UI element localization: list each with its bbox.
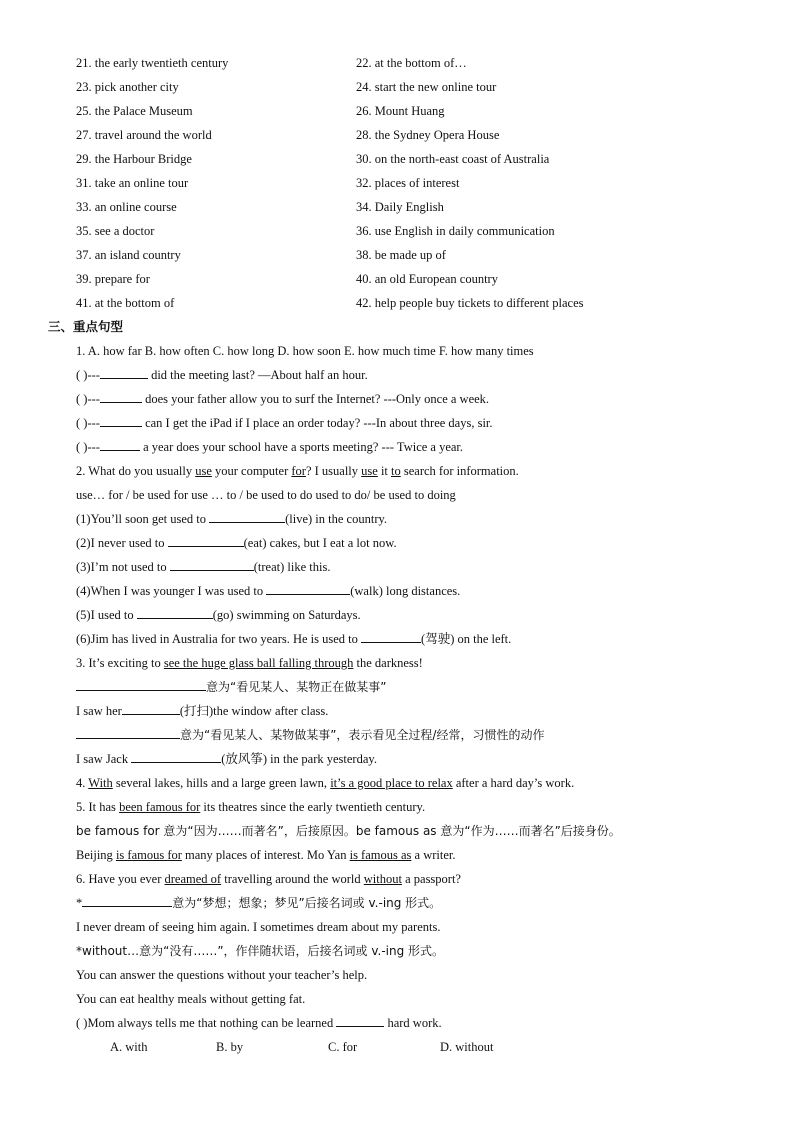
q5-example-underline-2: is famous as [349, 848, 412, 862]
q3-example-2-text: I saw Jack [76, 752, 132, 766]
q2-text-d: it [377, 464, 392, 478]
answer-blank[interactable] [76, 727, 180, 739]
q6-text-c: a passport? [401, 872, 461, 886]
q2-item-1 [76, 511, 387, 527]
q2-item-1-hint: (live) in the country. [285, 512, 388, 526]
phrase-35: 35. see a doctor [76, 224, 155, 238]
phrase-39: 39. prepare for [76, 272, 150, 286]
choice-b[interactable]: B. by [216, 1040, 244, 1054]
q2-item-3-text: (3)I’m not used to [76, 560, 170, 574]
phrase-28: 28. the Sydney Opera House [356, 128, 500, 142]
q4-underline-2: it’s a good place to relax [330, 776, 453, 790]
section-title: 三、重点句型 [48, 319, 124, 334]
phrase-24: 24. start the new online tour [356, 80, 497, 94]
q1-options: 1. A. how far B. how often C. how long D. how soon E. how much time F. how many times [76, 344, 534, 358]
q1-item-1-prefix: ( )--- [76, 368, 100, 382]
answer-blank[interactable] [336, 1015, 384, 1027]
phrase-41: 41. at the bottom of [76, 296, 175, 310]
q5-text-b: its theatres since the early twentieth century. [200, 800, 426, 814]
answer-blank[interactable] [100, 391, 142, 403]
q6-mcq-text-end: hard work. [384, 1016, 442, 1030]
answer-blank[interactable] [82, 895, 172, 907]
phrase-32: 32. places of interest [356, 176, 460, 190]
answer-blank[interactable] [170, 559, 254, 571]
choice-c[interactable]: C. for [328, 1040, 358, 1054]
q3-meaning-2 [76, 727, 544, 743]
q5-example-underline-1: is famous for [115, 848, 182, 862]
phrase-25: 25. the Palace Museum [76, 104, 193, 118]
q1-item-3 [76, 415, 493, 431]
q4-text-c: after a hard day’s work. [452, 776, 575, 790]
phrase-30: 30. on the north-east coast of Australia [356, 152, 550, 166]
q2-item-6-hint: (驾驶) on the left. [421, 632, 512, 646]
q5-sentence [76, 799, 425, 815]
q5-note: be famous for 意为“因为……而著名”，后接原因。be famous as 意为“作为……而著名”后接身份。 [76, 824, 621, 838]
q2-text-c: ? I usually [305, 464, 362, 478]
q6-text-a: 6. Have you ever [76, 872, 165, 886]
answer-blank[interactable] [100, 439, 140, 451]
q1-item-3-prefix: ( )--- [76, 416, 100, 430]
q6-underline-1: dreamed of [164, 872, 222, 886]
q1-item-4-text: a year does your school have a sports meeting? --- Twice a year. [139, 440, 464, 454]
q3-example-1-text: I saw her [76, 704, 122, 718]
q2-item-5-text: (5)I used to [76, 608, 137, 622]
phrase-26: 26. Mount Huang [356, 104, 445, 118]
answer-blank[interactable] [100, 415, 142, 427]
q2-summary: use… for / be used for use … to / be used to do used to do/ be used to doing [76, 488, 456, 502]
q5-text-a: 5. It has [76, 800, 120, 814]
q2-item-4-hint: (walk) long distances. [350, 584, 461, 598]
answer-blank[interactable] [122, 703, 180, 715]
q3-meaning-1 [76, 679, 386, 695]
q4-text-a: 4. [76, 776, 89, 790]
q2-text-b: your computer [211, 464, 292, 478]
phrase-34: 34. Daily English [356, 200, 444, 214]
q2-item-6-text: (6)Jim has lived in Australia for two years. He is used to [76, 632, 362, 646]
q5-example-a: Beijing [76, 848, 116, 862]
answer-blank[interactable] [361, 631, 421, 643]
q3-example-1-hint: (打扫)the window after class. [179, 704, 329, 718]
phrase-31: 31. take an online tour [76, 176, 189, 190]
phrase-36: 36. use English in daily communication [356, 224, 555, 238]
q1-item-1-text: did the meeting last? —About half an hour. [147, 368, 368, 382]
q2-item-4-text: (4)When I was younger I was used to [76, 584, 267, 598]
q6-meaning-2: *without…意为“没有……”，作伴随状语，后接名词或 v.-ing 形式。 [76, 944, 445, 958]
q3-example-1 [76, 703, 328, 719]
q2-item-2 [76, 535, 397, 551]
q3-meaning-1-text: 意为“看见某人、某物正在做某事” [206, 680, 387, 694]
q2-text-e: search for information. [400, 464, 519, 478]
answer-blank[interactable] [266, 583, 350, 595]
q6-asterisk: * [76, 896, 83, 910]
q5-example-c: a writer. [411, 848, 456, 862]
answer-blank[interactable] [100, 367, 148, 379]
q6-meaning-1-text: 意为“梦想；想象；梦见”后接名词或 v.-ing 形式。 [172, 896, 442, 910]
q1-item-4-prefix: ( )--- [76, 440, 100, 454]
q3-sentence [76, 655, 423, 671]
q3-underline: see the huge glass ball falling through [163, 656, 354, 670]
q3-example-2-hint: (放风筝) in the park yesterday. [221, 752, 377, 766]
answer-blank[interactable] [131, 751, 221, 763]
choice-d[interactable]: D. without [440, 1040, 494, 1054]
q3-example-2 [76, 751, 377, 767]
answer-blank[interactable] [168, 535, 244, 547]
q3-text-a: 3. It’s exciting to [76, 656, 164, 670]
answer-blank[interactable] [209, 511, 285, 523]
q6-sentence [76, 871, 461, 887]
phrase-27: 27. travel around the world [76, 128, 212, 142]
q2-item-6 [76, 631, 511, 647]
q6-mcq [76, 1015, 442, 1031]
q2-item-2-hint: (eat) cakes, but I eat a lot now. [243, 536, 397, 550]
phrase-21: 21. the early twentieth century [76, 56, 229, 70]
q2-item-4 [76, 583, 460, 599]
q4-sentence [76, 775, 574, 791]
phrase-22: 22. at the bottom of… [356, 56, 467, 70]
phrase-37: 37. an island country [76, 248, 181, 262]
q3-text-b: the darkness! [353, 656, 423, 670]
answer-blank[interactable] [137, 607, 213, 619]
q1-item-1 [76, 367, 368, 383]
q6-text-b: travelling around the world [221, 872, 364, 886]
q2-underline-to: to [391, 464, 401, 478]
q2-item-5-hint: (go) swimming on Saturdays. [212, 608, 361, 622]
q2-underline-use: use [195, 464, 212, 478]
q5-underline: been famous for [119, 800, 201, 814]
q2-underline-for: for [291, 464, 306, 478]
q2-item-2-text: (2)I never used to [76, 536, 168, 550]
q2-item-5 [76, 607, 361, 623]
q1-item-4 [76, 439, 463, 455]
phrase-23: 23. pick another city [76, 80, 179, 94]
choice-a[interactable]: A. with [110, 1040, 148, 1054]
q5-example-b: many places of interest. Mo Yan [181, 848, 350, 862]
q6-underline-2: without [363, 872, 402, 886]
q2-item-3-hint: (treat) like this. [253, 560, 331, 574]
q6-mcq-text: ( )Mom always tells me that nothing can be learned [76, 1016, 337, 1030]
q3-meaning-2-text: 意为“看见某人、某物做某事”，表示看见全过程/经常，习惯性的动作 [180, 728, 545, 742]
q6-example-2: You can answer the questions without your teacher’s help. [76, 968, 368, 982]
answer-blank[interactable] [76, 679, 206, 691]
q6-example-1: I never dream of seeing him again. I sometimes dream about my parents. [76, 920, 441, 934]
q6-example-3: You can eat healthy meals without getting fat. [76, 992, 306, 1006]
q1-item-2-prefix: ( )--- [76, 392, 100, 406]
q2-text-a: 2. What do you usually [76, 464, 196, 478]
phrase-33: 33. an online course [76, 200, 177, 214]
q6-meaning-1 [76, 895, 441, 911]
phrase-42: 42. help people buy tickets to different places [356, 296, 584, 310]
q4-text-b: several lakes, hills and a large green lawn, [112, 776, 331, 790]
q4-underline-1: With [88, 776, 113, 790]
q1-item-2-text: does your father allow you to surf the Internet? ---Only once a week. [141, 392, 490, 406]
q2-sentence [76, 463, 519, 479]
phrase-40: 40. an old European country [356, 272, 498, 286]
q1-item-3-text: can I get the iPad if I place an order today? ---In about three days, sir. [141, 416, 493, 430]
q2-underline-use-2: use [361, 464, 378, 478]
q2-item-3 [76, 559, 330, 575]
q5-example [76, 847, 456, 863]
q1-item-2 [76, 391, 489, 407]
phrase-29: 29. the Harbour Bridge [76, 152, 192, 166]
phrase-38: 38. be made up of [356, 248, 446, 262]
q2-item-1-text: (1)You’ll soon get used to [76, 512, 210, 526]
